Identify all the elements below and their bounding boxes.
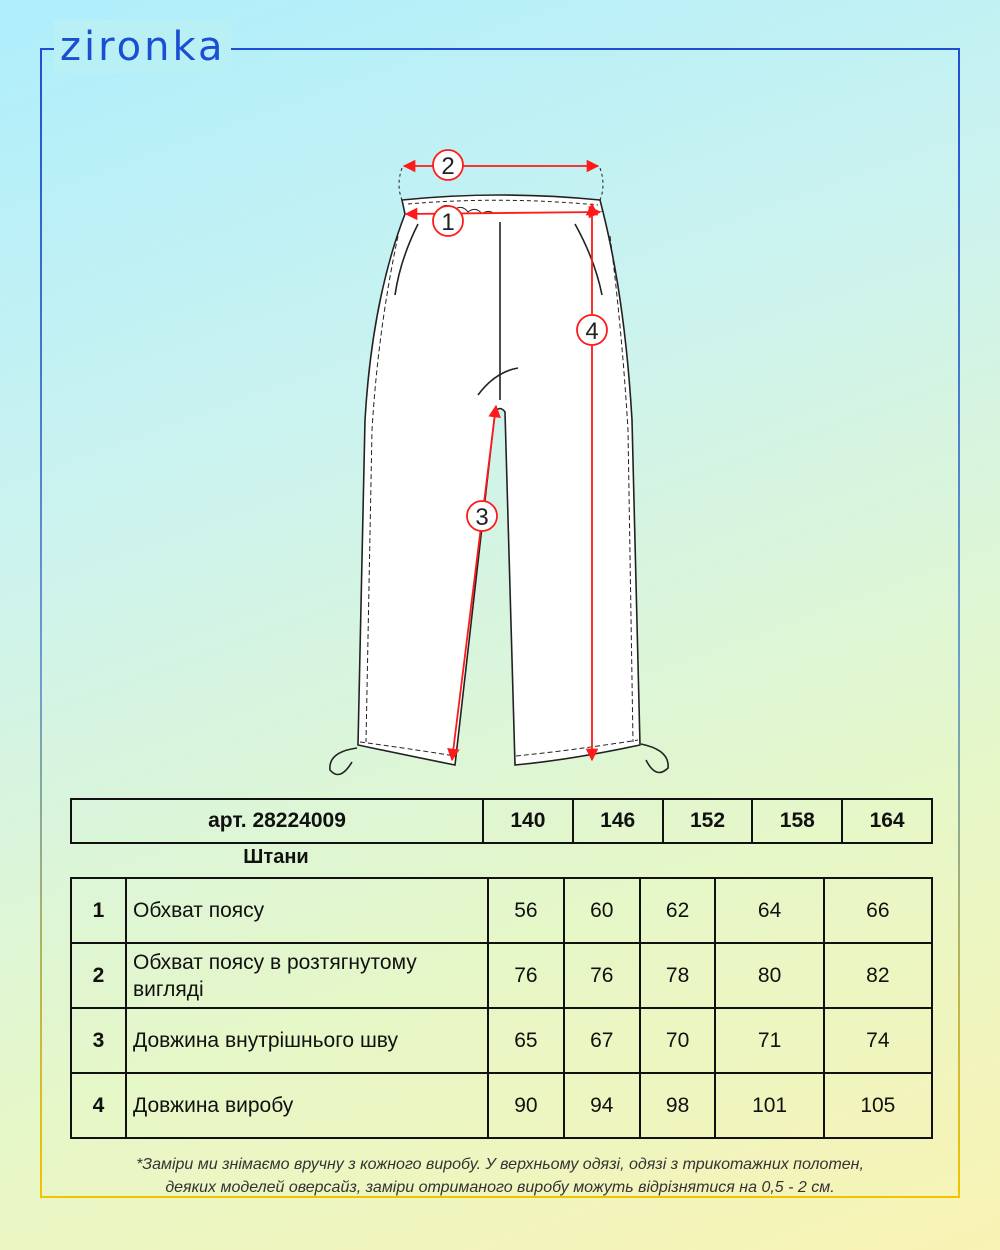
table-cell: 67 — [564, 1008, 640, 1073]
measurement-name: Обхват поясу в розтягнутому вигляді — [126, 943, 488, 1008]
table-row — [71, 878, 932, 943]
size-header-row — [71, 799, 932, 843]
table-cell: 94 — [564, 1073, 640, 1138]
brand-logo: zironka — [54, 20, 231, 74]
table-cell: 64 — [715, 878, 823, 943]
measurement-footnote — [55, 1153, 945, 1199]
table-row — [71, 943, 932, 1008]
table-cell: 82 — [824, 943, 932, 1008]
table-cell: 66 — [824, 878, 932, 943]
table-cell: 70 — [640, 1008, 716, 1073]
label-2: 2 — [441, 153, 455, 180]
footnote-line-2: деяких моделей оверсайз, заміри отриманого виробу можуть відрізнятися на 0,5 - 2 см. — [165, 1179, 835, 1196]
size-158: 158 — [752, 799, 842, 843]
label-3: 3 — [475, 504, 489, 531]
measurements-table — [70, 877, 933, 1139]
table-cell: 62 — [640, 878, 716, 943]
row-number: 3 — [71, 1008, 126, 1073]
table-cell: 78 — [640, 943, 716, 1008]
measurement-name: Довжина внутрішнього шву — [126, 1008, 488, 1073]
table-cell: 74 — [824, 1008, 932, 1073]
table-cell: 65 — [488, 1008, 564, 1073]
product-name: Штани — [243, 846, 309, 868]
table-row — [71, 1008, 932, 1073]
table-cell: 105 — [824, 1073, 932, 1138]
label-4: 4 — [585, 318, 599, 345]
size-140: 140 — [483, 799, 573, 843]
size-152: 152 — [663, 799, 753, 843]
row-number: 4 — [71, 1073, 126, 1138]
measurement-name: Довжина виробу — [126, 1073, 488, 1138]
table-row — [71, 1073, 932, 1138]
table-cell: 98 — [640, 1073, 716, 1138]
size-header-table — [70, 798, 933, 844]
footnote-line-1: *Заміри ми знімаємо вручну з кожного виробу. У верхньому одязі, одязі з трикотажних полотен, — [136, 1156, 864, 1173]
size-146: 146 — [573, 799, 663, 843]
row-number: 2 — [71, 943, 126, 1008]
table-cell: 80 — [715, 943, 823, 1008]
trousers-outline — [330, 168, 668, 775]
table-cell: 76 — [564, 943, 640, 1008]
table-cell: 90 — [488, 1073, 564, 1138]
size-164: 164 — [842, 799, 932, 843]
label-1: 1 — [441, 209, 455, 236]
table-cell: 60 — [564, 878, 640, 943]
table-cell: 101 — [715, 1073, 823, 1138]
measurement-name: Обхват поясу — [126, 878, 488, 943]
row-number: 1 — [71, 878, 126, 943]
trousers-diagram — [310, 145, 690, 785]
table-cell: 56 — [488, 878, 564, 943]
article-number: арт. 28224009 — [71, 799, 483, 843]
table-cell: 76 — [488, 943, 564, 1008]
table-cell: 71 — [715, 1008, 823, 1073]
